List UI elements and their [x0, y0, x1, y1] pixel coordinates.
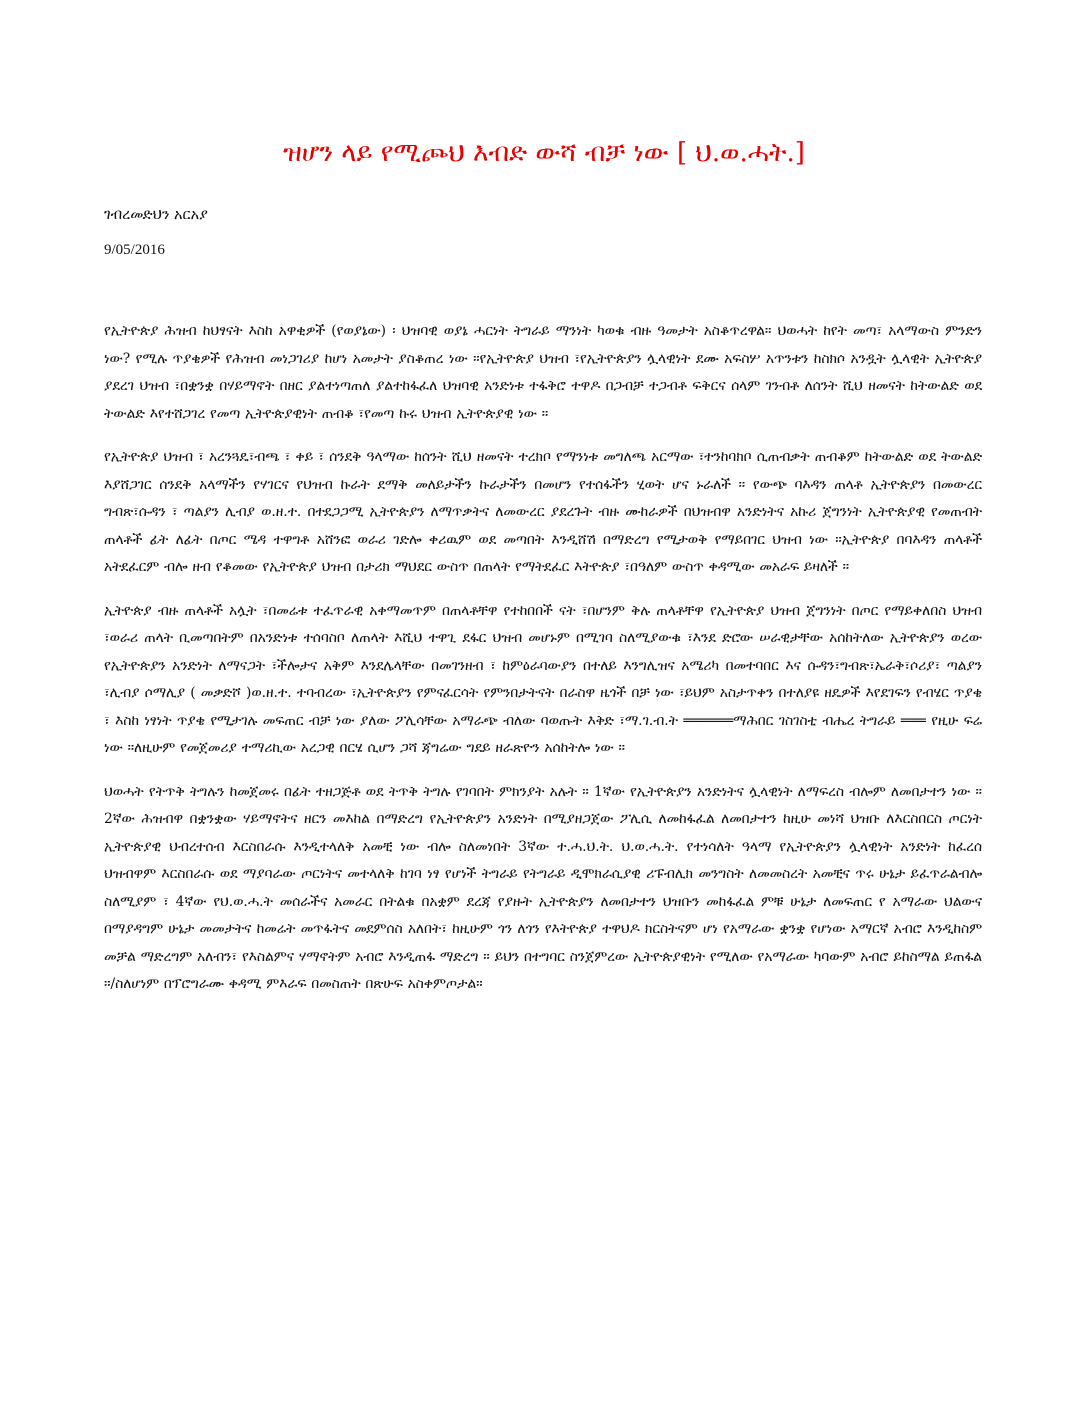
document-date: 9/05/2016	[104, 242, 165, 258]
author-name: ገብረመድህን አርአያ	[104, 207, 208, 223]
document-title: ዝሆን ላይ የሚጮህ እብድ ውሻ ብቻ ነው [ ህ.ወ.ሓት.]	[283, 138, 805, 168]
paragraph-2: የኢትዮጵያ ህዝብ ፣ አረንጓዴ፣ብጫ ፣ ቀይ ፣ ሰንደቅ ዓላማው ከሰንት ሺህ ዘመናት ተረክቦ የማንነቱ መግለጫ አርማው ፣ተንከባክቦ ሲጠብቃት ጠብቆም ከትውልድ ወደ ትውልድ እያሸጋገር ሰንደቅ አላማችን የሃገርና የህዝብ ኩራት ደማቅ መለይታችን ኩራታችን በመሆን የተሰፋችን ሂወት ሆና ኑራለች ። የውጭ ባእዳን ጠላቶ ኢትዮጵያን በመውረር ግብጽ፣ሱዳን ፣ ጣልያን ሊብያ ወ.ዘ.ተ. በተደጋጋሚ ኢትዮጵያን ለማጥቃትና ለመውረር ያደረጉት ብዙ ሙከራዎች በህዝብዋ አንድነትና አኩሪ ጀግንነት ኢትዮጵያዊ የመጠብት ጠላቶች ፊት ለፊት በጦር ሜዳ ተዋግቶ አሸንፎ ወራሪ ገድሎ ቀሪዉም ወደ መጣበት እንዲሸሽ በማድረግ የሚታወቅ የማይበገር ህዝብ ነው ።ኢትዮጵያ በባእዳን ጠላቶች አትደፈርም ብሎ ዘብ የቆመው የኢትዮጵያ ህዝብ በታሪክ ማህደር ውስጥ በጠላት የማትደፈር እትዮጵያ ፣በዓለም ውስጥ ቀዳሚው መአራፍ ይዛለች ።	[104, 449, 982, 575]
paragraph-4: ህወሓት የትጥቅ ትግሉን ከመጀመሩ በፊት ተዘጋጅቶ ወደ ትጥቅ ትግሉ የገባበት ምክንያት አሉት ። 1ኛው የኢትዮጵያን አንድነትና ሏላዊነት ለማፍረስ ብሎም ለመበታተን ነው ። 2ኛው ሕዝብዋ በቋንቋው ሃይማኖትና ዘርን መእከል በማድረግ የኢትዮጵያን አንድነት በሚያዘጋጀው ፖሊሲ ለመከፋፈል ለመበታተን ከዚሁ መነሻ ህዝቡ ለእርስበርስ ጦርነት ኢትዮጵያዊ ህብረተሰብ እርስበራሱ እንዲተላለቅ አመቺ ነው ብሎ ስለመነበት 3ኛው ተ.ሓ.ህ.ት. ህ.ወ.ሓ.ት. የተነሳለት ዓላማ የኢትዮጵያን ሏላዊነት አንድነት ከፈረሰ ህዝብዋም እርስበራሱ ወደ ማያባራው ጦርነትና መተላለቅ ከገባ ነፃ የሆነች ትግራይ የትግራይ ዲሞክራሲያዊ ሪፑብሊክ መንግስት ለመመስረት አመቺና ጥሩ ሁኔታ ይፈጥራልብሎ ስለሚያም ፣ 4ኛው የህ.ወ.ሓ.ት መሰራችና አመራር በትልቁ በአቋም ደረጃ የያዙት ኢትዮጵያን ለመበታተን ህዝቡን መከፋፈል ምቹ ሁኔታ ለመፍጠር የ አማራው ህልውና በማያዳግም ሁኔታ መመታትና ከመሬት መጥፋትና መደምሰስ አለበት፣ ከዚሁም ጎን ለጎን የእትዮጵያ ተዋህዶ ክርስትናም ሆነ የአማራው ቋንቋ የሆነው አማርኛ አብሮ እንዲከስም መቻል ማድረግም አለብን፣ የእስልምና ሃማኖትም አብሮ እንዲጠፋ ማድረግ ። ይህን በተግባር ስንጀምረው ኢትዮጵያዊነት የሚለው የአማራው ካባውም አብሮ ይከስማል ይጠፋል ።/ስለሆነም በፕሮግራሙ ቀዳሚ ምእራፍ በመስጠት በጽሁፍ አስቀምጦታል።	[104, 783, 982, 992]
paragraph-3: ኢትዮጵያ ብዙ ጠላቶች አሏት ፣በመሬቱ ተፈጥራዊ አቀማመጥም በጠላቶቸዋ የተከበበች ናት ፣በሆንም ቅሉ ጠላቶቸዋ የኢትዮጵያ ህዝብ ጀግንነት በጦር የማይቀለበስ ህዝብ ፣ወራሪ ጠላት ቢመጣበትም በአንድነቱ ተሰባስቦ ለጠላት እሺህ ተዋጊ ደፋር ህዝብ መሆኑም በሚገባ ስለሚያውቁ ፣እንደ ድሮው ሠራዊታቸው አሰከትለው ኢትዮጵያን ወረው የኢትዮጵያን አንድነት ለማናጋት ፣ችሎታና አቅም እንደሌላቸው በመገንዘብ ፣ ከምዕራባውያን በተለይ እንግሊዝና አሜሪካ በመተባበር እና ሱዳን፣ግብጽ፣ኤራቅ፣ሶሪያ፣ ጣልያን ፣ሊብያ ሶማሊያ ( መቃድሾ )ወ.ዘ.ተ. ተባብረው ፣ኢትዮጵያን የምናፈርሳት የምንበታትናት በራስዋ ዜጎች በቻ ነው ፣ይህም አስታጥቀን በተለያዩ ዘዴዎች እየደገፍን የብሄር ጥያቄ ፣ እስከ ነፃነት ጥያቄ የሚታገሉ መፍጠር ብቻ ነው ያለው ፖሊሳቸው አማራጭ ብለው ባወጡት እቅድ ፣ማ.ገ.ብ.ት ══════ማሕበር ገስገስቲ ብሔረ ትግራይ ═══ የዚሁ ፍሬ ነው ።ለዚሁም የመጀመሪያ ተማሪኪው አረጋዊ በርሄ ሲሆን ጋሻ ጃግሬው ግደይ ዘራጽዮን አሰከትሎ ነው ።	[104, 602, 982, 756]
paragraph-1: የኢትዮጵያ ሕዝብ ከህፃናት እስከ አዋቂዎች (የወያኔው) ፡ ህዝባዊ ወያኔ ሓርነት ትግራይ ማንነት ካወቁ ብዙ ዓመታት አስቆጥረዋል። ህወሓት ከየት መጣ፣ አላማውስ ምንድን ነው? የሚሉ ጥያቄዎች የሕዝብ መነጋገሪያ ከሆነ አመታት ያስቆጠረ ነው ።የኢትዮጵያ ህዝብ ፣የኢትዮጵያን ሏላዊነት ደሙ አፍስሦ አጥንቱን ከስክሶ አንዷት ሏላዊት ኢትዮጵያ ያደረገ ህዝብ ፣በቋንቋ በሃይማኖት በዘር ያልተነጣጠለ ያልተከፋፈለ ህዝባዊ አንድነቱ ተፋቅሮ ተዋዶ በጋብቻ ተጋብቶ ፍቅርና ሰላም ገንብቶ ለሰንት ሺህ ዘመናት ከትውልድ ወደ ትውልድ እየተሸጋገረ የመጣ ኢትዮጵያዊነት ጠብቆ ፣የመጣ ኩሩ ህዝብ ኢትዮጵያዊ ነው ።	[104, 323, 982, 422]
document-body	[104, 318, 982, 1015]
